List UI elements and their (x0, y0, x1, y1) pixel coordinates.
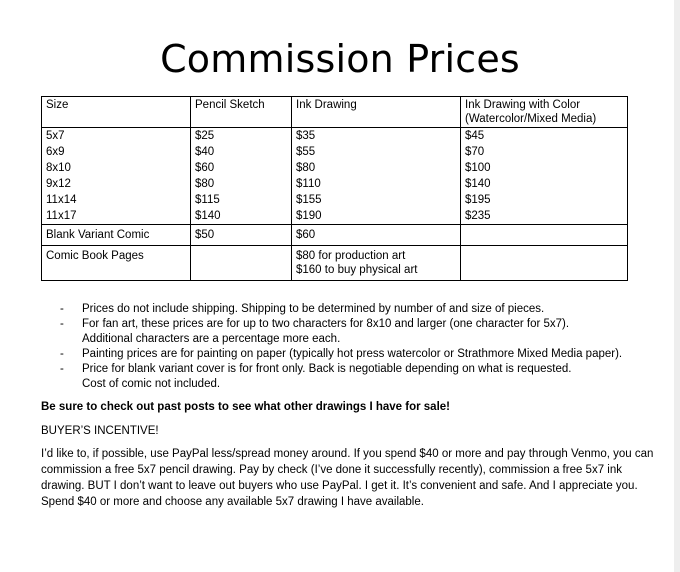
cell-ink (292, 246, 461, 281)
notes-list (60, 302, 660, 392)
cell-ink: $110 (292, 176, 461, 192)
table-row (42, 208, 628, 225)
note-line: Price for blank variant cover is for front only. Back is negotiable depending on what is requested. (82, 363, 572, 375)
dash-bullet: - (60, 348, 64, 360)
incentive-heading: BUYER’S INCENTIVE! (41, 425, 159, 437)
cell-size: 11x17 (42, 208, 191, 225)
header-size: Size (42, 97, 191, 128)
paragraph-line: commission a free 5x7 pencil drawing. Pay by check (I’ve done it successfully recently), commission a free 5x7 ink (41, 464, 622, 476)
cell-pencil: $80 (191, 176, 292, 192)
cell-size: Blank Variant Comic (42, 225, 191, 246)
page-title: Commission Prices (160, 37, 520, 81)
table-row (42, 144, 628, 160)
price-table (41, 96, 628, 281)
cell-ink: $60 (292, 225, 461, 246)
table-row (42, 128, 628, 145)
dash-bullet: - (60, 303, 64, 315)
cell-size: Comic Book Pages (42, 246, 191, 281)
note-line: Painting prices are for painting on paper (typically hot press watercolor or Strathmore Mixed Media paper). (82, 348, 623, 360)
cell-color: $100 (461, 160, 628, 176)
cell-pencil: $50 (191, 225, 292, 246)
cell-color (461, 246, 628, 281)
paragraph-line: drawing. BUT I don’t want to leave out buyers who use PayPal. I get it. It’s convenient and safe. And I appreciate you. (41, 480, 638, 492)
cell-ink: $55 (292, 144, 461, 160)
cell-color: $235 (461, 208, 628, 225)
header-ink-color-line1: Ink Drawing with Color (465, 99, 581, 111)
cell-pencil: $25 (191, 128, 292, 145)
note-line: For fan art, these prices are for up to two characters for 8x10 and larger (one character for 5x7). (82, 318, 570, 330)
header-ink-color-line2: (Watercolor/Mixed Media) (465, 113, 597, 125)
dash-bullet: - (60, 363, 64, 375)
cell-pencil: $115 (191, 192, 292, 208)
cell-ink-line1: $80 for production art (296, 250, 406, 262)
cell-ink: $35 (292, 128, 461, 145)
paragraph-line: I’d like to, if possible, use PayPal less/spread money around. If you spend $40 or more and pay through Venmo, you can (41, 448, 654, 460)
cell-ink: $190 (292, 208, 461, 225)
cell-color (461, 225, 628, 246)
cell-color: $45 (461, 128, 628, 145)
call-to-action: Be sure to check out past posts to see what other drawings I have for sale! (41, 401, 450, 413)
cell-size: 9x12 (42, 176, 191, 192)
page-edge (674, 0, 680, 572)
cell-pencil: $40 (191, 144, 292, 160)
paragraph-line: Spend $40 or more and choose any available 5x7 drawing I have available. (41, 496, 424, 508)
cell-pencil: $140 (191, 208, 292, 225)
cell-ink-line2: $160 to buy physical art (296, 264, 418, 276)
note-line: Cost of comic not included. (82, 378, 221, 390)
header-ink-color (461, 97, 628, 128)
cell-pencil (191, 246, 292, 281)
cell-size: 8x10 (42, 160, 191, 176)
cell-size: 11x14 (42, 192, 191, 208)
table-header-row (42, 97, 628, 128)
table-row-blank-variant (42, 225, 628, 246)
cell-color: $195 (461, 192, 628, 208)
cell-color: $140 (461, 176, 628, 192)
cell-size: 5x7 (42, 128, 191, 145)
cell-size: 6x9 (42, 144, 191, 160)
list-item (60, 302, 660, 317)
note-line: Additional characters are a percentage more each. (82, 333, 341, 345)
table-row-comic-pages (42, 246, 628, 281)
cell-ink: $80 (292, 160, 461, 176)
header-pencil-sketch: Pencil Sketch (191, 97, 292, 128)
note-line: Prices do not include shipping. Shipping to be determined by number of and size of pieces. (82, 303, 545, 315)
header-ink-drawing: Ink Drawing (292, 97, 461, 128)
cell-ink: $155 (292, 192, 461, 208)
table-row (42, 176, 628, 192)
dash-bullet: - (60, 318, 64, 330)
cell-pencil: $60 (191, 160, 292, 176)
list-item (60, 347, 660, 362)
table-row (42, 160, 628, 176)
cell-color: $70 (461, 144, 628, 160)
incentive-paragraph (41, 446, 654, 510)
list-item (60, 317, 660, 347)
list-item (60, 362, 660, 392)
table-row (42, 192, 628, 208)
